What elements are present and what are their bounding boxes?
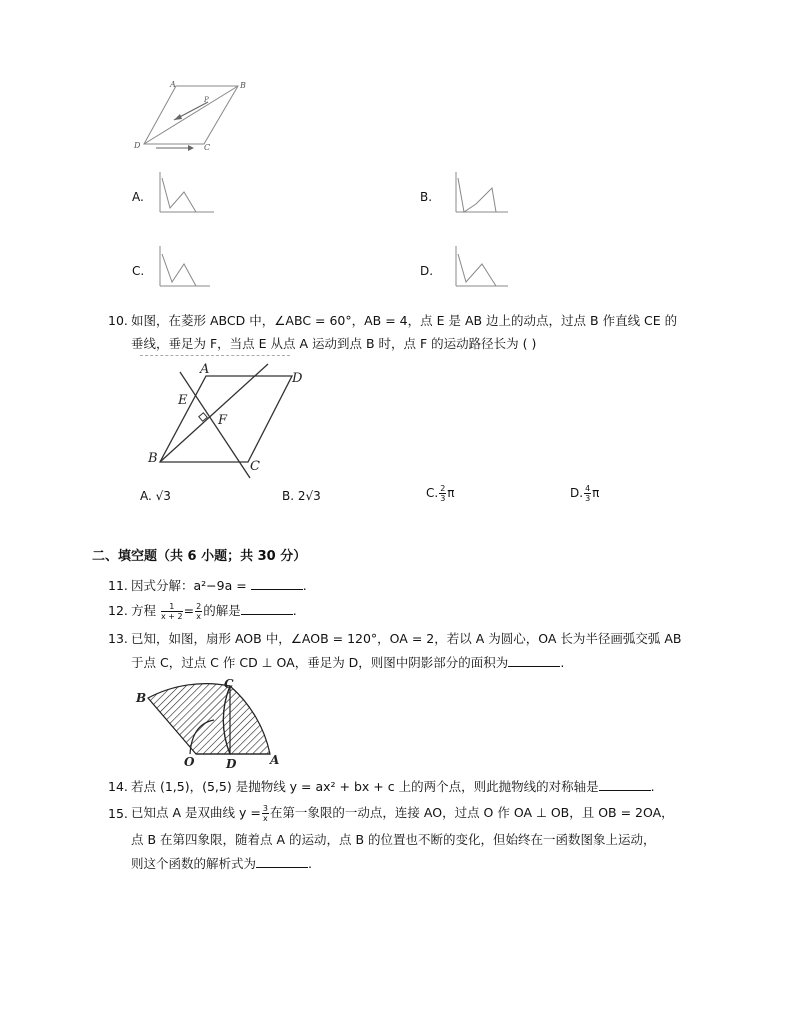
q10-option-c-num: 2 [440, 484, 446, 493]
q10-label-F: F [218, 413, 228, 428]
q12-number: 12. [108, 603, 128, 618]
q13-label-O: O [184, 755, 195, 769]
q12-answer-blank[interactable] [241, 602, 293, 615]
q13-label-D: D [226, 757, 237, 770]
label-C: C [204, 143, 211, 152]
q12-post: 的解是 [203, 603, 241, 618]
q13-label-B: B [136, 691, 147, 705]
q15-den: x [263, 814, 268, 823]
q12-num1: 1 [161, 602, 183, 612]
q12-num2: 2 [196, 602, 202, 611]
q10-option-c-prefix: C. [426, 486, 439, 500]
q9-option-b-graph [446, 168, 516, 220]
q14-answer-blank[interactable] [599, 778, 651, 791]
q10-dashed-underline [140, 355, 290, 356]
q11-text: 因式分解：a²−9a = . [131, 578, 307, 593]
q10-label-B: B [148, 451, 158, 466]
q14-stem: 若点 (1,5)，(5,5) 是抛物线 y = ax² + bx + c 上的两个点，则此抛物线的对称轴是 [131, 779, 599, 794]
q14-text: 若点 (1,5)，(5,5) 是抛物线 y = ax² + bx + c 上的两个点，则此抛物线的对称轴是 . [131, 779, 655, 794]
q15-number: 15. [108, 806, 128, 821]
q11-number: 11. [108, 578, 128, 593]
q12-den2: x [196, 612, 202, 621]
q13-line2-text: 于点 C，过点 C 作 CD ⊥ OA，垂足为 D，则图中阴影部分的面积为 [131, 655, 509, 670]
q10-label-C: C [250, 459, 260, 474]
q10-label-A: A [200, 362, 210, 377]
q10-option-c-den: 3 [440, 494, 446, 503]
q10-option-c-pi: π [447, 486, 455, 500]
q11-answer-blank[interactable] [251, 577, 303, 590]
q9-option-d-graph [446, 242, 516, 294]
q11-stem: 因式分解：a²−9a = [131, 578, 251, 593]
q15-line1 [131, 801, 674, 825]
q9-option-c-graph [150, 242, 220, 294]
q10-option-c [426, 484, 455, 503]
q13-label-A: A [270, 753, 280, 767]
q9-option-a-label: A. [132, 190, 144, 204]
q9-option-a-graph [150, 168, 220, 220]
label-P: P [204, 96, 209, 104]
q10-option-d [570, 484, 599, 503]
q10-option-d-pi: π [592, 486, 600, 500]
q13-answer-blank[interactable] [508, 654, 560, 667]
q10-line1: 如图，在菱形 ABCD 中，∠ABC = 60°，AB = 4，点 E 是 AB 边上的动点，过点 B 作直线 CE 的 [131, 313, 678, 328]
q10-option-d-den: 3 [585, 494, 591, 503]
q9-option-d-label: D. [420, 264, 434, 278]
q15-line3-text: 则这个函数的解析式为 [131, 856, 257, 871]
q12-pre: 方程 [131, 603, 157, 618]
q13-number: 13. [108, 631, 128, 646]
q12-eq: = [183, 603, 195, 618]
q15-line2: 点 B 在第四象限，随着点 A 的运动，点 B 的位置也不断的变化，但始终在一函数图象上运动， [131, 832, 656, 847]
q15-pre: 已知点 A 是双曲线 y = [131, 805, 261, 820]
label-A: A [170, 80, 176, 89]
q13-label-C: C [224, 678, 234, 691]
q12-text: 方程 $\frac{1}{x + 2}$ = $\frac{2}{x}$ 的解是 . [131, 602, 297, 621]
q9-option-c-label: C. [132, 264, 145, 278]
q14-number: 14. [108, 779, 128, 794]
q10-option-a: A. √3 [140, 489, 171, 503]
section-2-heading: 二、填空题（共 6 小题；共 30 分） [92, 549, 307, 564]
q13-line1: 已知，如图，扇形 AOB 中，∠AOB = 120°，OA = 2，若以 A 为圆心，OA 长为半径画弧交弧 AB [131, 631, 682, 646]
q10-line2: 垂线，垂足为 F，当点 E 从点 A 运动到点 B 时，点 F 的运动路径长为 ( ) [131, 336, 537, 351]
label-B: B [240, 81, 246, 90]
q13-sector-figure [130, 678, 290, 770]
q15-answer-blank[interactable] [256, 855, 308, 868]
q15-line1-post: 在第一象限的一动点，连接 AO，过点 O 作 OA ⊥ OB，且 OB = 2OA， [269, 805, 674, 820]
q13-line2: 于点 C，过点 C 作 CD ⊥ OA，垂足为 D，则图中阴影部分的面积为 . [131, 655, 565, 670]
q10-option-d-prefix: D. [570, 486, 584, 500]
q12-den1: x + 2 [161, 612, 183, 621]
q10-label-E: E [178, 393, 188, 408]
label-D: D [134, 141, 141, 150]
q10-label-D: D [292, 371, 303, 386]
q10-option-b: B. 2√3 [282, 489, 321, 503]
q15-num: 3 [262, 804, 268, 813]
q10-option-d-num: 4 [585, 484, 591, 493]
q15-line3: 则这个函数的解析式为 . [131, 856, 312, 871]
figure-parallelogram-top [130, 78, 250, 154]
q10-rhombus-figure [140, 362, 320, 486]
q9-option-b-label: B. [420, 190, 433, 204]
q10-number: 10. [108, 313, 128, 328]
